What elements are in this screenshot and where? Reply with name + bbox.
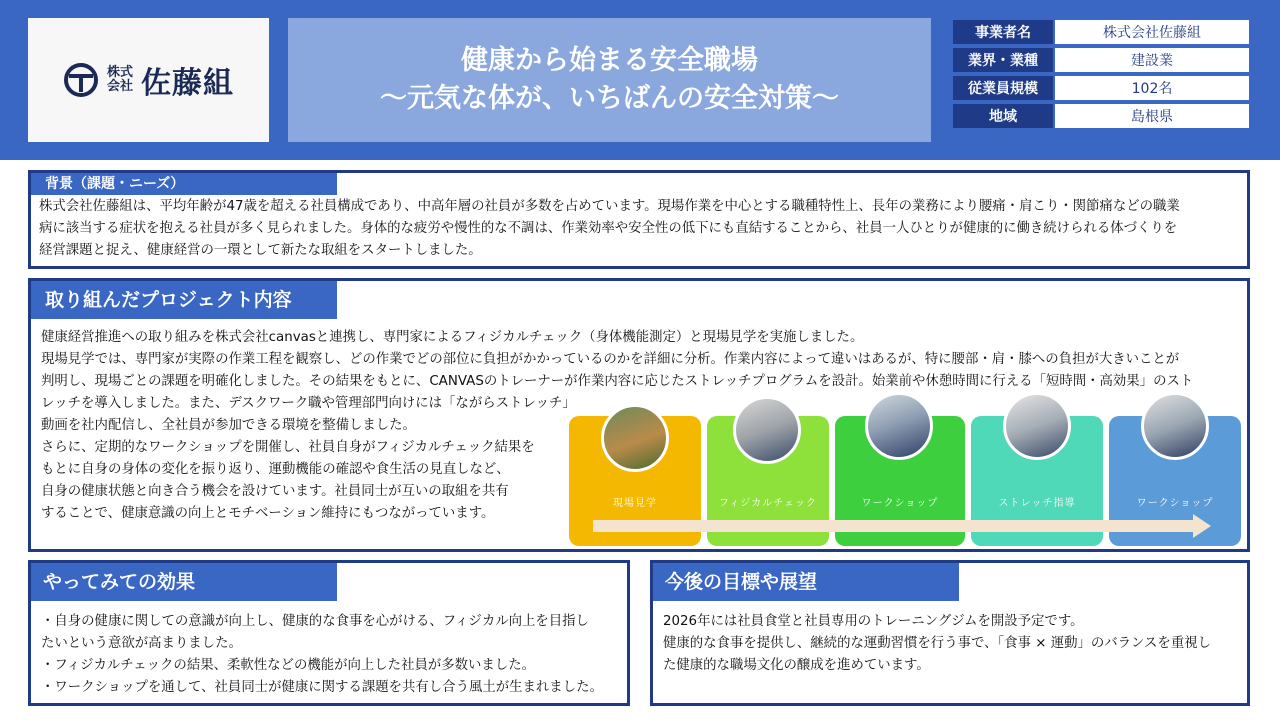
step-label: フィジカルチェック xyxy=(719,498,817,509)
flow-arrow-line xyxy=(593,520,1193,532)
effect-text xyxy=(41,611,626,699)
project-line: 動画を社内配信し、全社員が参加できる環境を整備しました。 xyxy=(41,418,416,433)
background-line: 株式会社佐藤組は、平均年齢が47歳を超える社員構成であり、中高年層の社員が多数を占めています。現場作業を中心とする職種特性上、長年の業務により腰痛・肩こり・関節痛などの職業 xyxy=(39,199,1180,214)
project-line: 自身の健康状態と向き合う機会を設けています。社員同士が互いの取組を共有 xyxy=(41,484,509,499)
goal-line: 健康的な食事を提供し、継続的な運動習慣を行う事で、「食事 × 運動」のバランスを重視し xyxy=(663,636,1211,651)
effect-line: ・ワークショップを通して、社員同士が健康に関する課題を共有し合う風土が生まれました。 xyxy=(41,680,603,695)
logo-name: 佐藤組 xyxy=(141,66,234,101)
info-value: 島根県 xyxy=(1055,104,1249,128)
step-photo xyxy=(1141,392,1209,460)
info-row xyxy=(953,104,1249,128)
info-label: 地域 xyxy=(953,104,1053,128)
goal-line: た健康的な職場文化の醸成を進めています。 xyxy=(663,658,930,673)
background-heading: 背景（課題・ニーズ） xyxy=(31,173,337,195)
goal-section xyxy=(650,560,1250,706)
title-line-1: 健康から始まる安全職場 xyxy=(461,45,758,76)
effect-section xyxy=(28,560,630,706)
effect-line: ・フィジカルチェックの結果、柔軟性などの機能が向上した社員が多数いました。 xyxy=(41,658,535,673)
goal-line: 2026年には社員食堂と社員専用のトレーニングジムを開設予定です。 xyxy=(663,614,1084,629)
project-line: さらに、定期的なワークショップを開催し、社員自身がフィジカルチェック結果を xyxy=(41,440,535,455)
goal-text xyxy=(663,611,1248,677)
step-label: 現場見学 xyxy=(613,498,657,509)
arrow-right-icon xyxy=(1193,514,1211,538)
title-line-2: 〜元気な体が、いちばんの安全対策〜 xyxy=(380,83,839,114)
project-line: 現場見学では、専門家が実際の作業工程を観察し、どの作業でどの部位に負担がかかっているのかを詳細に分析。作業内容によって違いはあるが、特に腰部・肩・膝への負担が大きいことが xyxy=(41,352,1180,367)
info-value: 株式会社佐藤組 xyxy=(1055,20,1249,44)
effect-line: ・自身の健康に関しての意識が向上し、健康的な食事を心がける、フィジカル向上を目指し xyxy=(41,614,589,629)
effect-heading: やってみての効果 xyxy=(31,563,337,601)
project-line: レッチを導入しました。また、デスクワーク職や管理部門向けには「ながらストレッチ」 xyxy=(41,396,576,411)
company-logo-mark-icon xyxy=(63,62,99,98)
project-steps-flow xyxy=(569,396,1243,546)
background-line: 病に該当する症状を抱える社員が多く見られました。身体的な疲労や慢性的な不調は、作業効率や安全性の低下にも直結することから、社員一人ひとりが健康的に働き続けられる体づくりを xyxy=(39,221,1178,236)
logo-small-text xyxy=(107,66,133,94)
info-row xyxy=(953,20,1249,44)
info-label: 業界・業種 xyxy=(953,48,1053,72)
logo-small-top: 株式 xyxy=(106,65,133,80)
company-info-table xyxy=(953,20,1249,132)
header-banner xyxy=(0,0,1280,160)
info-label: 事業者名 xyxy=(953,20,1053,44)
info-row xyxy=(953,48,1249,72)
info-value: 102名 xyxy=(1055,76,1249,100)
effect-line: たいという意欲が高まりました。 xyxy=(41,636,242,651)
step-label: ストレッチ指導 xyxy=(998,498,1076,509)
project-line: 判明し、現場ごとの課題を明確化しました。その結果をもとに、CANVASのトレーナーが作業内容に応じたストレッチプログラムを設計。始業前や休憩時間に行える「短時間・高効果」のスト xyxy=(41,374,1194,389)
project-line: することで、健康意識の向上とモチベーション維持にもつながっています。 xyxy=(41,506,495,521)
step-label: ワークショップ xyxy=(1136,498,1214,509)
background-line: 経営課題と捉え、健康経営の一環として新たな取組をスタートしました。 xyxy=(39,243,482,258)
step-photo xyxy=(1003,392,1071,460)
info-row xyxy=(953,76,1249,100)
step-photo xyxy=(733,396,801,464)
project-line: もとに自身の身体の変化を振り返り、運動機能の確認や食生活の見直しなど、 xyxy=(41,462,510,477)
step-photo xyxy=(865,392,933,460)
project-section xyxy=(28,278,1250,552)
background-text xyxy=(39,196,1245,262)
goal-heading: 今後の目標や展望 xyxy=(653,563,959,601)
step-photo xyxy=(601,404,669,472)
project-line: 健康経営推進への取り組みを株式会社canvasと連携し、専門家によるフィジカルチェック（身体機能測定）と現場見学を実施しました。 xyxy=(41,330,864,345)
company-logo xyxy=(28,18,269,142)
project-heading: 取り組んだプロジェクト内容 xyxy=(31,281,337,319)
logo-small-bottom: 会社 xyxy=(106,79,133,94)
page-title xyxy=(288,18,931,142)
step-label: ワークショップ xyxy=(861,498,939,509)
background-section xyxy=(28,170,1250,269)
info-label: 従業員規模 xyxy=(953,76,1053,100)
info-value: 建設業 xyxy=(1055,48,1249,72)
